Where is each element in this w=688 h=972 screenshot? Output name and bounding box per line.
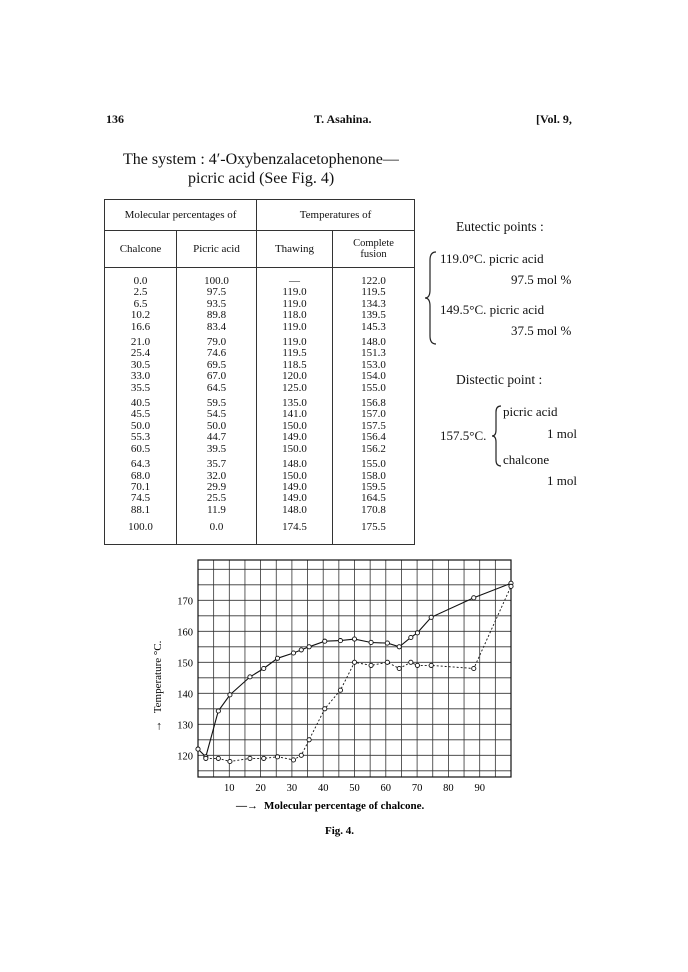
table-cell: 170.8 [333, 505, 415, 516]
table-cell: 119.0 [257, 337, 333, 348]
table-cell: 50.0 [177, 421, 257, 432]
table-cell: 64.5 [177, 383, 257, 394]
table-cell: 100.0 [177, 276, 257, 287]
table-row [105, 493, 415, 504]
table-row [105, 505, 415, 516]
table-cell: 159.5 [333, 482, 415, 493]
table-cell: 100.0 [105, 520, 177, 545]
table-cell: 79.0 [177, 337, 257, 348]
table-cell: 158.0 [333, 471, 415, 482]
eutectic-brace [424, 250, 438, 346]
table-cell: 93.5 [177, 299, 257, 310]
table-cell: 59.5 [177, 398, 257, 409]
table-cell: 30.5 [105, 360, 177, 371]
title-line-1: The system : 4′-Oxybenzalacetophenone— [123, 151, 399, 168]
complete-fusion-point [397, 645, 401, 649]
table-cell: 74.6 [177, 348, 257, 359]
table-cell: 55.3 [105, 432, 177, 443]
table-cell: 150.0 [257, 471, 333, 482]
table-row [105, 322, 415, 333]
table-cell: 149.0 [257, 432, 333, 443]
table-row [105, 432, 415, 443]
thawing-point [509, 584, 513, 588]
thawing-point [216, 756, 220, 760]
col-chalcone: Chalcone [105, 231, 177, 268]
thawing-point [352, 660, 356, 664]
complete-fusion-point [307, 645, 311, 649]
complete-fusion-point [415, 631, 419, 635]
table-cell: 125.0 [257, 383, 333, 394]
table-cell: 64.3 [105, 459, 177, 470]
y-axis-arrow: → [150, 720, 164, 733]
distectic-component-b: chalcone [503, 452, 550, 467]
x-axis-label: Molecular percentage of chalcone. [264, 800, 425, 812]
complete-fusion-point [429, 615, 433, 619]
table-cell: 25.4 [105, 348, 177, 359]
y-tick-label: 160 [177, 627, 193, 639]
table-body [105, 268, 415, 545]
thawing-point [299, 753, 303, 757]
col-thawing: Thawing [257, 231, 333, 268]
distectic-component-a-mol: 1 mol [547, 426, 577, 441]
thawing-point [262, 756, 266, 760]
table-cell: 88.1 [105, 505, 177, 516]
thawing-point [369, 663, 373, 667]
thawing-point [307, 738, 311, 742]
table-cell: 21.0 [105, 337, 177, 348]
table-cell: 119.0 [257, 287, 333, 298]
thawing-point [338, 688, 342, 692]
table-cell: 25.5 [177, 493, 257, 504]
distectic-component-b-mol: 1 mol [547, 473, 577, 488]
x-tick-labels [224, 783, 485, 794]
thawing-point [415, 663, 419, 667]
table-cell: 0.0 [105, 276, 177, 287]
table-cell: 148.0 [257, 459, 333, 470]
table-cell: — [257, 276, 333, 287]
page-number: 136 [106, 112, 124, 126]
table-cell: 39.5 [177, 444, 257, 455]
eutectic-heading: Eutectic points : [456, 219, 544, 234]
table-cell: 134.3 [333, 299, 415, 310]
table-cell: 44.7 [177, 432, 257, 443]
table-cell: 118.0 [257, 310, 333, 321]
x-tick-label: 10 [224, 783, 235, 794]
table-row [105, 371, 415, 382]
table-cell: 120.0 [257, 371, 333, 382]
complete-fusion-point [385, 641, 389, 645]
y-tick-label: 150 [177, 658, 193, 670]
complete-fusion-point [248, 675, 252, 679]
header-molecular-percentages: Molecular percentages of [105, 200, 257, 231]
header-temperatures: Temperatures of [257, 200, 415, 231]
table-cell: 33.0 [105, 371, 177, 382]
table-cell: 174.5 [257, 520, 333, 545]
table-cell: 119.0 [257, 299, 333, 310]
complete-fusion-point [196, 747, 200, 751]
table-cell: 156.2 [333, 444, 415, 455]
table-cell: 155.0 [333, 459, 415, 470]
table-cell: 29.9 [177, 482, 257, 493]
table-cell: 40.5 [105, 398, 177, 409]
complete-fusion-point [299, 648, 303, 652]
complete-fusion-point [323, 639, 327, 643]
col-picric-acid: Picric acid [177, 231, 257, 268]
thawing-point [323, 707, 327, 711]
thawing-curve [206, 586, 511, 761]
thawing-point [204, 756, 208, 760]
y-tick-label: 140 [177, 689, 193, 701]
table-row [105, 444, 415, 455]
phase-diagram-chart [0, 550, 688, 840]
col-complete-fusion: Complete fusion [333, 231, 415, 268]
x-tick-label: 20 [255, 783, 266, 794]
table-cell: 35.5 [105, 383, 177, 394]
table-cell: 69.5 [177, 360, 257, 371]
table-title [123, 150, 399, 188]
table-cell: 10.2 [105, 310, 177, 321]
y-tick-label: 170 [177, 596, 193, 608]
table-cell: 32.0 [177, 471, 257, 482]
x-tick-label: 60 [380, 783, 392, 794]
composition-temperature-table [104, 199, 415, 545]
distectic-heading: Distectic point : [456, 372, 543, 387]
y-axis-label: Temperature °C. [152, 640, 164, 714]
table-cell: 148.0 [257, 505, 333, 516]
eutectic-1-mol: 97.5 mol % [511, 272, 572, 287]
volume-label: [Vol. 9, [536, 112, 572, 126]
x-axis-arrow: —→ [236, 800, 258, 812]
table-cell: 97.5 [177, 287, 257, 298]
x-tick-label: 90 [474, 783, 485, 794]
eutectic-2-temp: 149.5°C. picric acid [440, 302, 545, 317]
table-cell: 149.0 [257, 482, 333, 493]
table-row [105, 310, 415, 321]
table-cell: 2.5 [105, 287, 177, 298]
table-cell: 119.5 [257, 348, 333, 359]
complete-fusion-point [338, 639, 342, 643]
table-cell: 45.5 [105, 409, 177, 420]
table-cell: 122.0 [333, 276, 415, 287]
table-cell: 175.5 [333, 520, 415, 545]
eutectic-2-mol: 37.5 mol % [511, 323, 572, 338]
y-tick-label: 120 [177, 751, 193, 763]
table-cell: 6.5 [105, 299, 177, 310]
table-cell: 150.0 [257, 444, 333, 455]
table-cell: 0.0 [177, 520, 257, 545]
table-cell: 68.0 [105, 471, 177, 482]
complete-fusion-point [291, 651, 295, 655]
table-row [105, 383, 415, 394]
table-cell: 83.4 [177, 322, 257, 333]
thawing-point [275, 755, 279, 759]
table-cell: 119.5 [333, 287, 415, 298]
table-cell: 54.5 [177, 409, 257, 420]
table-cell: 50.0 [105, 421, 177, 432]
table-cell: 154.0 [333, 371, 415, 382]
table-cell: 148.0 [333, 337, 415, 348]
table-cell: 11.9 [177, 505, 257, 516]
complete-fusion-point [409, 635, 413, 639]
distectic-component-a: picric acid [503, 404, 558, 419]
table-cell: 155.0 [333, 383, 415, 394]
y-tick-label: 130 [177, 720, 193, 732]
table-row [105, 520, 415, 545]
x-tick-label: 50 [349, 783, 360, 794]
table-cell: 135.0 [257, 398, 333, 409]
complete-fusion-point [275, 656, 279, 660]
table-cell: 149.0 [257, 493, 333, 504]
x-tick-label: 70 [411, 783, 423, 794]
table-cell: 153.0 [333, 360, 415, 371]
table-cell: 157.0 [333, 409, 415, 420]
table-cell: 156.8 [333, 398, 415, 409]
table-cell: 67.0 [177, 371, 257, 382]
distectic-brace [491, 404, 503, 468]
table-cell: 119.0 [257, 322, 333, 333]
x-tick-label: 30 [286, 783, 298, 794]
table-cell: 16.6 [105, 322, 177, 333]
thawing-point [228, 759, 232, 763]
distectic-temp: 157.5°C. [440, 428, 487, 443]
complete-fusion-point [216, 709, 220, 713]
table-cell: 89.8 [177, 310, 257, 321]
table-cell: 151.3 [333, 348, 415, 359]
complete-fusion-point [369, 640, 373, 644]
thawing-point [409, 660, 413, 664]
thawing-point [472, 666, 476, 670]
complete-fusion-point [472, 596, 476, 600]
table-cell: 156.4 [333, 432, 415, 443]
x-tick-label: 80 [443, 783, 454, 794]
thawing-point [397, 666, 401, 670]
thawing-point [248, 756, 252, 760]
running-author: T. Asahina. [314, 112, 372, 126]
figure-caption: Fig. 4. [325, 825, 355, 837]
table-cell: 164.5 [333, 493, 415, 504]
table-cell: 157.5 [333, 421, 415, 432]
table-cell: 139.5 [333, 310, 415, 321]
table-row [105, 459, 415, 470]
title-line-2: picric acid (See Fig. 4) [188, 170, 335, 187]
y-tick-labels [177, 596, 193, 762]
thawing-point [429, 663, 433, 667]
eutectic-1-temp: 119.0°C. picric acid [440, 251, 544, 266]
table-cell: 141.0 [257, 409, 333, 420]
thawing-point [385, 660, 389, 664]
complete-fusion-point [262, 666, 266, 670]
complete-fusion-point [352, 637, 356, 641]
x-tick-label: 40 [317, 783, 329, 794]
complete-fusion-point [228, 693, 232, 697]
thawing-point [291, 758, 295, 762]
table-cell: 70.1 [105, 482, 177, 493]
table-cell: 150.0 [257, 421, 333, 432]
table-cell: 60.5 [105, 444, 177, 455]
chart-grid [198, 560, 511, 777]
table-cell: 118.5 [257, 360, 333, 371]
table-cell: 145.3 [333, 322, 415, 333]
table-cell: 35.7 [177, 459, 257, 470]
table-cell: 74.5 [105, 493, 177, 504]
